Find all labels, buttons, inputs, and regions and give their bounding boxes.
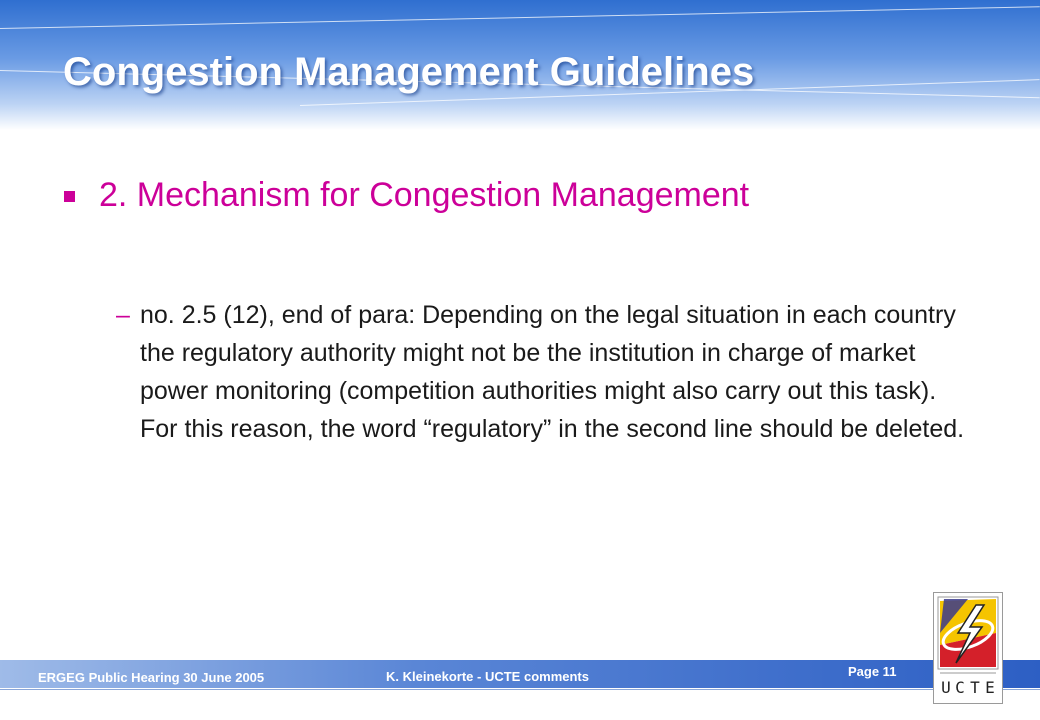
ucte-logo-icon: [934, 593, 1002, 703]
footer-divider: [0, 689, 1040, 690]
logo-letter-e: E: [985, 678, 995, 697]
footer-author: K. Kleinekorte - UCTE comments: [386, 669, 589, 684]
logo-letter-u: U: [941, 678, 951, 697]
ucte-logo: [933, 592, 1003, 704]
slide-title: Congestion Management Guidelines: [63, 50, 755, 94]
page-number: Page 11: [848, 664, 897, 679]
sub-bullet: [116, 296, 976, 448]
logo-letter-c: C: [955, 678, 965, 697]
main-bullet: [64, 176, 749, 215]
dash-marker: –: [116, 301, 130, 329]
footer-event: ERGEG Public Hearing 30 June 2005: [38, 670, 265, 685]
sub-bullet-text: no. 2.5 (12), end of para: Depending on the legal situation in each country the regulatory authority might not be the institution in charge of market power monitoring (competition authorities might also carry out this task). For this reason, the word “regulatory” in the second line should be deleted.: [140, 301, 965, 443]
bullet-square-icon: [64, 191, 75, 202]
logo-letter-t: T: [970, 678, 980, 697]
main-bullet-text: 2. Mechanism for Congestion Management: [99, 176, 750, 214]
